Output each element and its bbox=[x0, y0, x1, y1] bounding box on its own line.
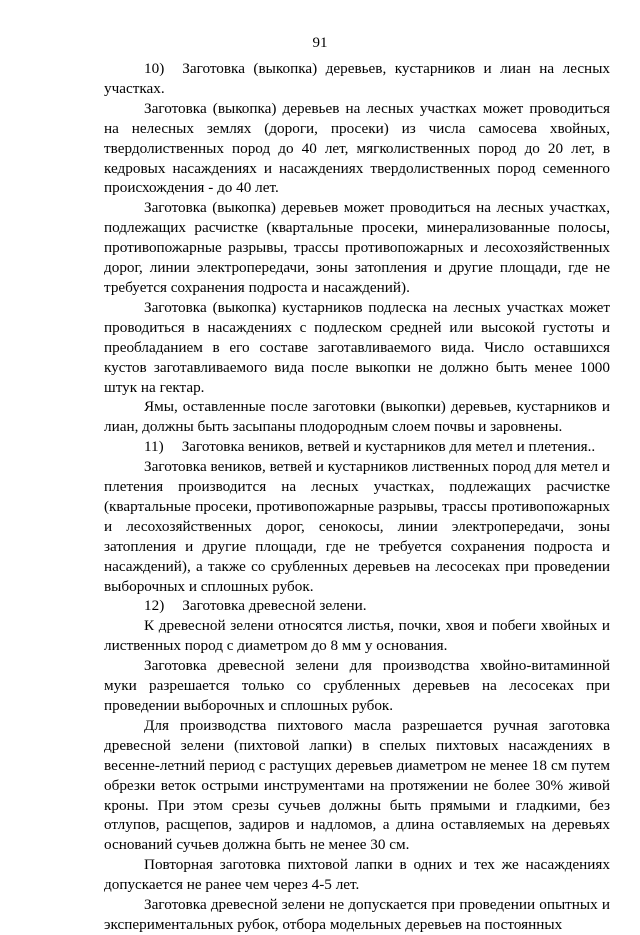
paragraph: Повторная заготовка пихтовой лапки в одних и тех же насаждениях допускается не ранее чем через 4-5 лет. bbox=[104, 856, 610, 894]
paragraph: Ямы, оставленные после заготовки (выкопки) деревьев, кустарников и лиан, должны быть засыпаны плодородным слоем почвы и заровнены. bbox=[104, 398, 610, 436]
paragraph-item-11-heading bbox=[104, 437, 610, 457]
paragraph: Заготовка (выкопка) деревьев на лесных участках может проводиться на нелесных землях (дороги, просеки) из числа самосева хвойных, твердолиственных пород до 40 лет, мягколиственных пород до 20 лет, в кедровых насаждениях и насаждениях твердолиственных пород семенного происхождения - до 40 лет. bbox=[104, 99, 610, 197]
document-body bbox=[104, 59, 610, 935]
paragraph: К древесной зелени относятся листья, почки, хвоя и побеги хвойных и лиственных пород с диаметром до 8 мм у основания. bbox=[104, 617, 610, 655]
page-number: 91 bbox=[312, 35, 328, 51]
paragraph-item-10-heading bbox=[104, 59, 610, 99]
item-number: 10) bbox=[144, 60, 165, 77]
paragraph: Заготовка (выкопка) деревьев может проводиться на лесных участках, подлежащих расчистке (квартальные просеки, минерализованные полосы, противопожарные разрывы, трассы противопожарных и лесохозяйственных дорог, линии электропередачи, зоны затопления и другие площади, где не требуется сохранения подроста и насаждений). bbox=[104, 199, 610, 296]
item-number: 12) bbox=[144, 597, 165, 615]
paragraph: Заготовка (выкопка) кустарников подлеска на лесных участках может проводиться в насаждениях с подлеском средней или высокой густоты и преобладанием в его составе заготавливаемого вида. Число оставшихся кустов заготавливаемого вида после выкопки не должно быть менее 1000 штук на гектар. bbox=[104, 298, 610, 396]
paragraph: Заготовка веников, ветвей и кустарников лиственных пород для метел и плетения производится на лесных участках, подлежащих расчистке (квартальные просеки, противопожарные разрывы, трассы противопожарных и лесохозяйственных дорог, сенокосы, линии электропередачи, зоны затопления и другие площади, где не требуется сохранения подроста и насаждений), а также со срубленных деревьев на лесосеках при проведении выборочных и сплошных рубок. bbox=[104, 458, 610, 595]
paragraph-item-12-heading bbox=[104, 596, 610, 616]
paragraph-text: Заготовка древесной зелени. bbox=[182, 597, 367, 615]
item-number: 11) bbox=[144, 438, 164, 456]
paragraph: Заготовка древесной зелени не допускается при проведении опытных и экспериментальных рубок, отбора модельных деревьев на постоянных bbox=[104, 896, 610, 933]
paragraph: Для производства пихтового масла разрешается ручная заготовка древесной зелени (пихтовой лапки) в спелых пихтовых насаждениях в весенне-летний период с растущих деревьев диаметром не менее 18 см путем обрезки веток острыми инструментами на протяжении не более 30% живой кроны. При этом срезы сучьев должны быть прямыми и гладкими, без отлупов, расщепов, задиров и надломов, а длина оставляемых на деревьях оснований сучьев должна быть не менее 30 см. bbox=[104, 716, 610, 854]
paragraph-text: Заготовка (выкопка) деревьев, кустарников и лиан на лесных участках. bbox=[104, 60, 610, 97]
paragraph: Заготовка древесной зелени для производства хвойно-витаминной муки разрешается только со срубленных деревьев на лесосеках при проведении выборочных и сплошных рубок. bbox=[104, 657, 610, 714]
paragraph-text: Заготовка веников, ветвей и кустарников для метел и плетения.. bbox=[181, 438, 596, 456]
